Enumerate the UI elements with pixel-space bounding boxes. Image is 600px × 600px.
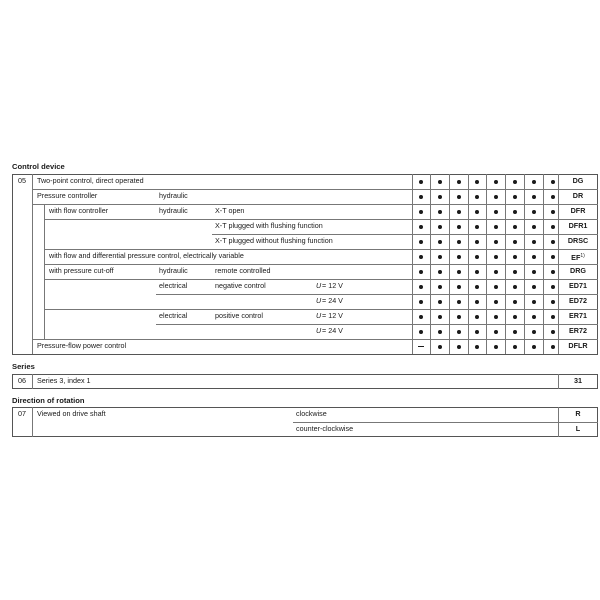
availability-dot (438, 240, 442, 244)
availability-dot (551, 210, 555, 214)
availability-dot (551, 315, 555, 319)
col-divider-indent (44, 204, 45, 339)
availability-dot (532, 180, 536, 184)
availability-dot (419, 240, 423, 244)
availability-dot (438, 330, 442, 334)
availability-dot (457, 330, 461, 334)
availability-dot (494, 225, 498, 229)
availability-dot (419, 300, 423, 304)
availability-dot (457, 240, 461, 244)
variable-u: U (316, 281, 322, 290)
availability-dot (494, 210, 498, 214)
availability-dot (419, 270, 423, 274)
row-separator (32, 204, 598, 205)
availability-dot (475, 195, 479, 199)
availability-dot (438, 180, 442, 184)
availability-dot (494, 255, 498, 259)
row-label: electrical (159, 311, 188, 320)
availability-dot (438, 225, 442, 229)
availability-dot (419, 210, 423, 214)
type-code-er72: ER72 (569, 326, 587, 335)
row-label: electrical (159, 281, 188, 290)
availability-dot (494, 180, 498, 184)
availability-dot (457, 255, 461, 259)
availability-dot (475, 240, 479, 244)
availability-dot (532, 210, 536, 214)
row-label: X-T plugged without flushing function (215, 236, 333, 245)
type-code-dr: DR (572, 191, 584, 200)
availability-dot (513, 225, 517, 229)
availability-dot (475, 330, 479, 334)
availability-dot (532, 270, 536, 274)
availability-dot (494, 270, 498, 274)
availability-dot (513, 195, 517, 199)
availability-dot (532, 330, 536, 334)
type-code-dg: DG (572, 176, 584, 185)
rotation-label: Viewed on drive shaft (37, 409, 106, 418)
type-code-drg: DRG (570, 266, 586, 275)
availability-dot (513, 270, 517, 274)
row-label: positive control (215, 311, 263, 320)
availability-dot (494, 300, 498, 304)
availability-dot (551, 300, 555, 304)
availability-dot (513, 255, 517, 259)
availability-dot (551, 270, 555, 274)
row-separator (44, 249, 598, 250)
row-label: negative control (215, 281, 266, 290)
availability-dot (457, 285, 461, 289)
row-separator (32, 189, 598, 190)
availability-dot (494, 330, 498, 334)
type-code-ed71: ED71 (569, 281, 587, 290)
availability-dot (532, 315, 536, 319)
row-label: Pressure controller (37, 191, 98, 200)
availability-dot (475, 225, 479, 229)
row-separator (156, 294, 598, 295)
availability-dot (513, 345, 517, 349)
row-label: hydraulic (159, 206, 188, 215)
availability-dot (419, 195, 423, 199)
availability-dot (457, 210, 461, 214)
row-label: with pressure cut-off (49, 266, 114, 275)
availability-dot (475, 180, 479, 184)
availability-dot (532, 240, 536, 244)
row-label: X-T open (215, 206, 245, 215)
rotation-code-counter-clockwise: L (575, 424, 581, 433)
availability-dot (551, 285, 555, 289)
type-code-er71: ER71 (569, 311, 587, 320)
type-code-drsc: DRSC (567, 236, 589, 245)
rotation-code-row-divider (558, 422, 598, 423)
row-label: Two-point control, direct operated (37, 176, 144, 185)
availability-dot (438, 315, 442, 319)
row-label: hydraulic (159, 266, 188, 275)
availability-dot (494, 195, 498, 199)
availability-dot (438, 285, 442, 289)
availability-dot (419, 255, 423, 259)
availability-dot (513, 240, 517, 244)
availability-dot (475, 315, 479, 319)
row-label: = 12 V (322, 281, 343, 290)
availability-dot (551, 330, 555, 334)
rotation-number: 07 (18, 409, 26, 418)
availability-dot (513, 330, 517, 334)
availability-dot (438, 345, 442, 349)
availability-dot (513, 285, 517, 289)
availability-dot (551, 180, 555, 184)
row-separator (32, 339, 598, 340)
rotation-row-divider (293, 422, 558, 423)
availability-dot (438, 255, 442, 259)
row-label: hydraulic (159, 191, 188, 200)
col-divider-number (32, 174, 33, 354)
row-separator (212, 234, 598, 235)
availability-dot (457, 195, 461, 199)
row-separator (156, 324, 598, 325)
availability-dot (494, 240, 498, 244)
availability-dot (457, 225, 461, 229)
row-separator (44, 279, 598, 280)
availability-dot (475, 300, 479, 304)
availability-dot (532, 225, 536, 229)
availability-dot (551, 195, 555, 199)
rotation-option-clockwise: clockwise (296, 409, 327, 418)
availability-dot (494, 285, 498, 289)
availability-dot (475, 255, 479, 259)
availability-dot (438, 270, 442, 274)
availability-dot (532, 285, 536, 289)
availability-dot (551, 255, 555, 259)
row-separator (44, 219, 598, 220)
availability-dot (457, 300, 461, 304)
availability-dot (475, 345, 479, 349)
type-code-ef: EF$^{1)}$ (571, 253, 585, 262)
availability-dot (513, 300, 517, 304)
rotation-divider (32, 407, 33, 437)
availability-dot (475, 210, 479, 214)
availability-dot (475, 285, 479, 289)
variable-u: U (316, 326, 322, 335)
availability-dot (419, 330, 423, 334)
type-code-dfr: DFR (570, 206, 586, 215)
rotation-title: Direction of rotation (12, 396, 85, 405)
series-table (12, 374, 598, 389)
type-code-dfr1: DFR1 (568, 221, 588, 230)
availability-dot (532, 300, 536, 304)
series-number: 06 (18, 376, 26, 385)
availability-dot (438, 210, 442, 214)
row-label: X-T plugged with flushing function (215, 221, 323, 230)
availability-dot (419, 285, 423, 289)
availability-dot (532, 345, 536, 349)
type-code-ed72: ED72 (569, 296, 587, 305)
availability-dot (419, 180, 423, 184)
availability-dot (457, 345, 461, 349)
rotation-code-clockwise: R (575, 409, 581, 418)
row-label: = 24 V (322, 296, 343, 305)
availability-dot (475, 270, 479, 274)
row-label: = 24 V (322, 326, 343, 335)
series-label: Series 3, index 1 (37, 376, 91, 385)
row-separator (44, 264, 598, 265)
availability-dot (457, 180, 461, 184)
availability-dot (532, 195, 536, 199)
control-device-number: 05 (18, 176, 26, 185)
availability-dot (532, 255, 536, 259)
control-device-title: Control device (12, 162, 65, 171)
availability-dot (551, 240, 555, 244)
availability-dot (419, 315, 423, 319)
series-code: 31 (574, 376, 582, 385)
availability-dot (513, 210, 517, 214)
availability-dot (551, 225, 555, 229)
series-title: Series (12, 362, 35, 371)
availability-dot (457, 315, 461, 319)
availability-dot (457, 270, 461, 274)
availability-dot (513, 180, 517, 184)
availability-dot (419, 225, 423, 229)
availability-dot (438, 300, 442, 304)
availability-dot (494, 345, 498, 349)
availability-dot (513, 315, 517, 319)
series-divider (32, 374, 33, 389)
row-label: Pressure-flow power control (37, 341, 127, 350)
availability-dash (418, 346, 424, 347)
row-separator (44, 309, 598, 310)
row-label: = 12 V (322, 311, 343, 320)
availability-dot (438, 195, 442, 199)
row-label: with flow controller (49, 206, 109, 215)
availability-dot (551, 345, 555, 349)
rotation-option-counter-clockwise: counter-clockwise (296, 424, 354, 433)
variable-u: U (316, 311, 322, 320)
row-label: with flow and differential pressure control, electrically variable (49, 251, 244, 260)
row-label: remote controlled (215, 266, 271, 275)
variable-u: U (316, 296, 322, 305)
availability-dot (494, 315, 498, 319)
type-code-dflr: DFLR (568, 341, 588, 350)
